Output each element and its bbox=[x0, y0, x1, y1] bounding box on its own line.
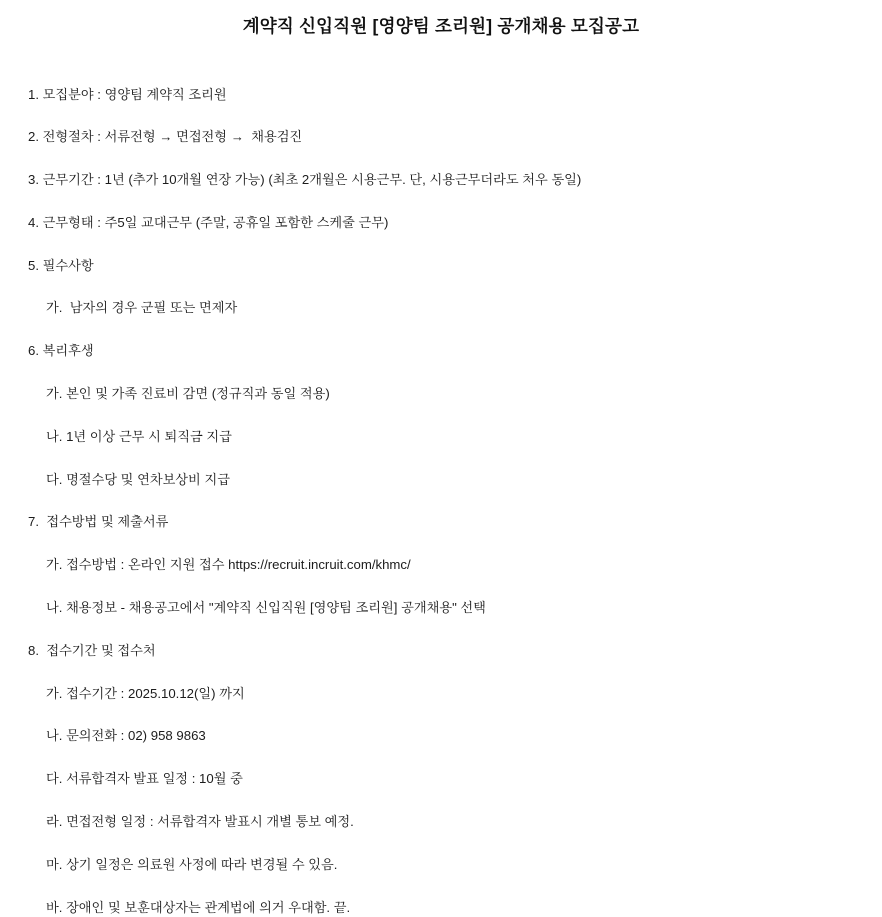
body-line: 다. 서류합격자 발표 일정 : 10월 중 bbox=[28, 769, 882, 789]
document-page bbox=[0, 14, 882, 868]
body-line-apply-url[interactable]: 가. 접수방법 : 온라인 지원 접수 https://recruit.incruit.com/khmc/ bbox=[28, 555, 882, 575]
body-line: 가. 접수기간 : 2025.10.12(일) 까지 bbox=[28, 684, 882, 704]
body-line: 가. 남자의 경우 군필 또는 면제자 bbox=[28, 298, 882, 318]
body-line: 다. 명절수당 및 연차보상비 지급 bbox=[28, 470, 882, 490]
body-line: 나. 채용정보 - 채용공고에서 "계약직 신입직원 [영양팀 조리원] 공개채용" 선택 bbox=[28, 598, 882, 618]
body-line: 가. 본인 및 가족 진료비 감면 (정규직과 동일 적용) bbox=[28, 384, 882, 404]
body-line: 4. 근무형태 : 주5일 교대근무 (주말, 공휴일 포함한 스케줄 근무) bbox=[28, 213, 882, 233]
body-line: 라. 면접전형 일정 : 서류합격자 발표시 개별 통보 예정. bbox=[28, 812, 882, 832]
body-line: 8. 접수기간 및 접수처 bbox=[28, 641, 882, 661]
body-line: 나. 문의전화 : 02) 958 9863 bbox=[28, 726, 882, 746]
body-line: 7. 접수방법 및 제출서류 bbox=[28, 512, 882, 532]
body-line: 나. 1년 이상 근무 시 퇴직금 지급 bbox=[28, 427, 882, 447]
body-line: 6. 복리후생 bbox=[28, 341, 882, 361]
body-line: 2. 전형절차 : 서류전형 → 면접전형 → 채용검진 bbox=[28, 127, 882, 147]
body-line: 5. 필수사항 bbox=[28, 256, 882, 276]
body-line: 3. 근무기간 : 1년 (추가 10개월 연장 가능) (최초 2개월은 시용근무. 단, 시용근무더라도 처우 동일) bbox=[28, 170, 882, 190]
body-line: 마. 상기 일정은 의료원 사정에 따라 변경될 수 있음. bbox=[28, 855, 882, 875]
announcement-body bbox=[0, 85, 882, 917]
body-line: 1. 모집분야 : 영양팀 계약직 조리원 bbox=[28, 85, 882, 105]
body-line: 바. 장애인 및 보훈대상자는 관계법에 의거 우대함. 끝. bbox=[28, 898, 882, 917]
page-title: 계약직 신입직원 [영양팀 조리원] 공개채용 모집공고 bbox=[0, 14, 882, 39]
